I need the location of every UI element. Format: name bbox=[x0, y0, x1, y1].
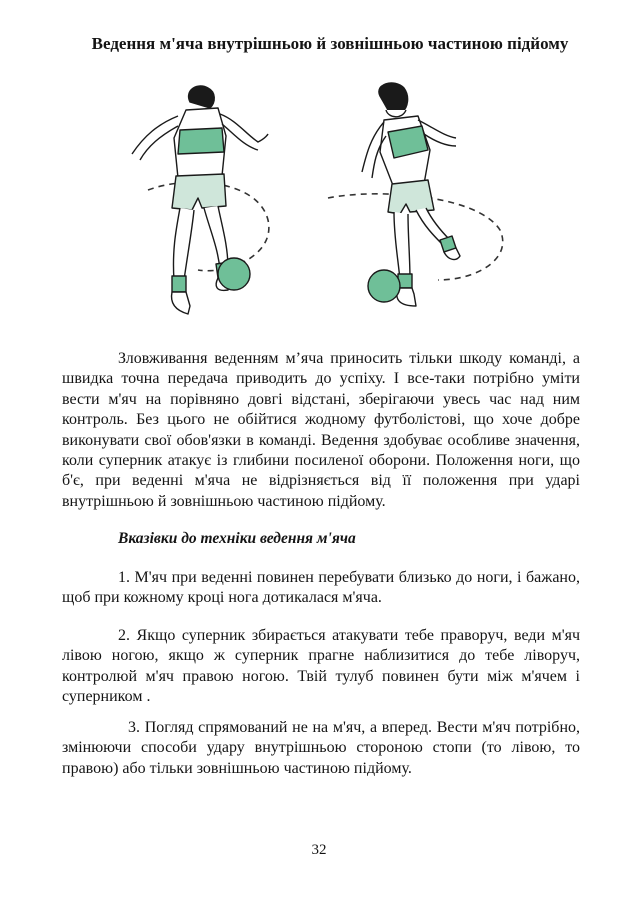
page-title: Ведення м'яча внутрішньою й зовнішньою частиною підйому bbox=[91, 34, 569, 53]
tip-2: 2. Якщо суперник збирається атакувати тебе праворуч, веди м'яч лівою ногою, якщо ж суперник прагне наблизитися до тебе ліворуч, контролюй м'яч правою ногою. Твій тулуб повинен бути між м'ячем і суперником . bbox=[62, 627, 580, 706]
dribbling-illustration bbox=[118, 80, 522, 336]
page-number: 32 bbox=[311, 842, 327, 858]
section-subheading: Вказівки до техніки ведення м'яча bbox=[118, 530, 356, 547]
tip-3: 3. Погляд спрямований не на м'яч, а вперед. Вести м'яч потрібно, змінюючи способи удару внутрішньою стороною стопи (то лівою, то правою) або тільки зовнішньою частиною підйому. bbox=[62, 719, 580, 777]
ball-right bbox=[368, 270, 400, 302]
tip-1: 1. М'яч при веденні повинен перебувати близько до ноги, і бажано, щоб при кожному кроці нога дотикалася м'яча. bbox=[62, 569, 580, 607]
ball-left bbox=[218, 258, 250, 290]
intro-paragraph: Зловживання веденням м’яча приносить тільки шкоду команді, а швидка точна передача приводить до успіху. І все-таки потрібно уміти вести м'яч на порівняно довгі відстані, зберігаючи увесь час над ним контроль. Без цього не обійтися жодному футболістові, що хоче добре виконувати свої обов'язки в команді. Ведення здобуває особливе значення, коли суперник атакує із глибини посиленої оборони. Положення ноги, що б'є, при веденні м'яча не відрізняється від її положення при ударі внутрішньою й зовнішньою частиною підйому. bbox=[62, 350, 580, 510]
